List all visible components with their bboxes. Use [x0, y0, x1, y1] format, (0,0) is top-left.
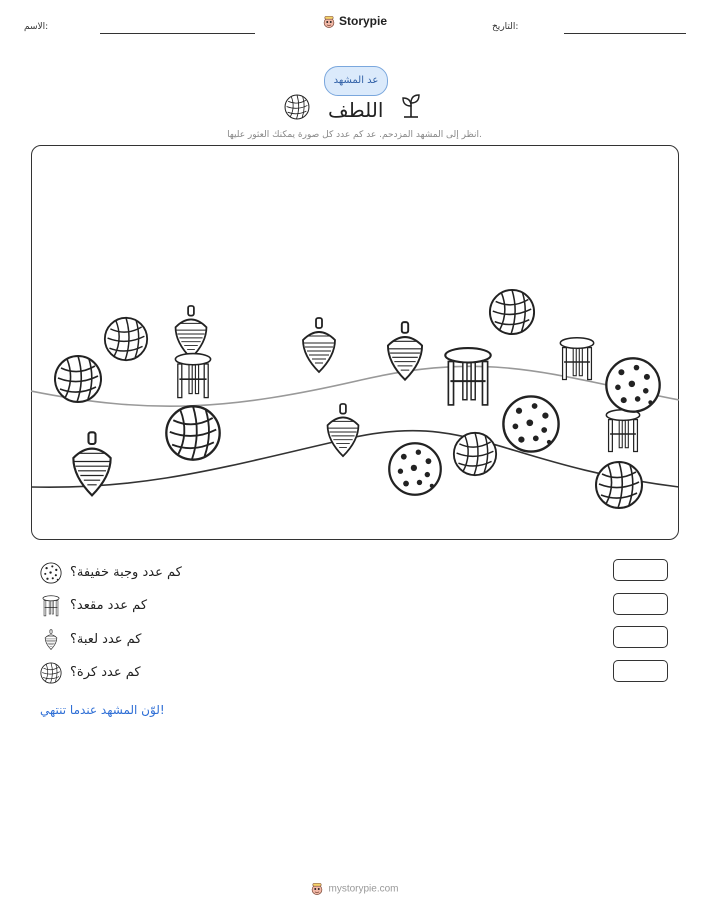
ball-icon — [103, 316, 149, 362]
instructions: انظر إلى المشهد المزدحم. عد كم عدد كل صورة يمكنك العثور عليها. — [227, 130, 482, 140]
ball-icon — [488, 288, 536, 336]
stool-icon — [558, 336, 596, 382]
cookie-icon — [40, 562, 62, 584]
top-icon — [322, 402, 364, 460]
footer — [0, 882, 709, 896]
cookie-icon — [387, 441, 443, 497]
question-snack: كم عدد وجبة خفيفة؟ — [70, 565, 182, 580]
bee-logo-icon — [310, 882, 324, 896]
brand-name: Storypie — [338, 14, 387, 28]
ball-icon — [594, 460, 644, 510]
brand-logo — [0, 14, 709, 29]
question-stool: كم عدد مقعد؟ — [70, 598, 148, 613]
stool-icon — [173, 351, 213, 401]
bee-logo-icon — [322, 15, 336, 29]
title-ball-icon — [284, 94, 310, 120]
stool-icon — [40, 595, 62, 617]
top-icon — [40, 629, 62, 651]
answer-box-top[interactable] — [613, 626, 668, 648]
cookie-icon — [604, 356, 662, 414]
ball-icon — [53, 354, 103, 404]
answer-box-stool[interactable] — [613, 593, 668, 615]
ball-icon — [40, 662, 62, 684]
answer-box-snack[interactable] — [613, 559, 668, 581]
answer-box-ball[interactable] — [613, 660, 668, 682]
ball-icon — [164, 404, 222, 462]
date-line — [564, 33, 686, 34]
date-label: التاريخ: — [492, 22, 519, 32]
activity-badge: عد المشهد — [324, 66, 388, 96]
ball-icon — [452, 431, 498, 477]
page-title: اللطف — [328, 98, 384, 122]
stool-icon — [604, 408, 642, 454]
color-note: لوّن المشهد عندما تنتهي! — [40, 703, 165, 717]
top-icon — [298, 316, 340, 376]
footer-url[interactable]: mystorypie.com — [328, 883, 399, 895]
question-top: كم عدد لعبة؟ — [70, 632, 142, 647]
name-line — [100, 33, 255, 34]
top-icon — [68, 430, 116, 500]
stool-icon — [442, 346, 494, 408]
name-label: الاسم: — [24, 22, 49, 32]
busy-scene — [31, 145, 679, 540]
top-icon — [383, 320, 427, 384]
cookie-icon — [501, 394, 561, 454]
question-ball: كم عدد كرة؟ — [70, 665, 141, 680]
sprout-icon — [400, 92, 422, 118]
